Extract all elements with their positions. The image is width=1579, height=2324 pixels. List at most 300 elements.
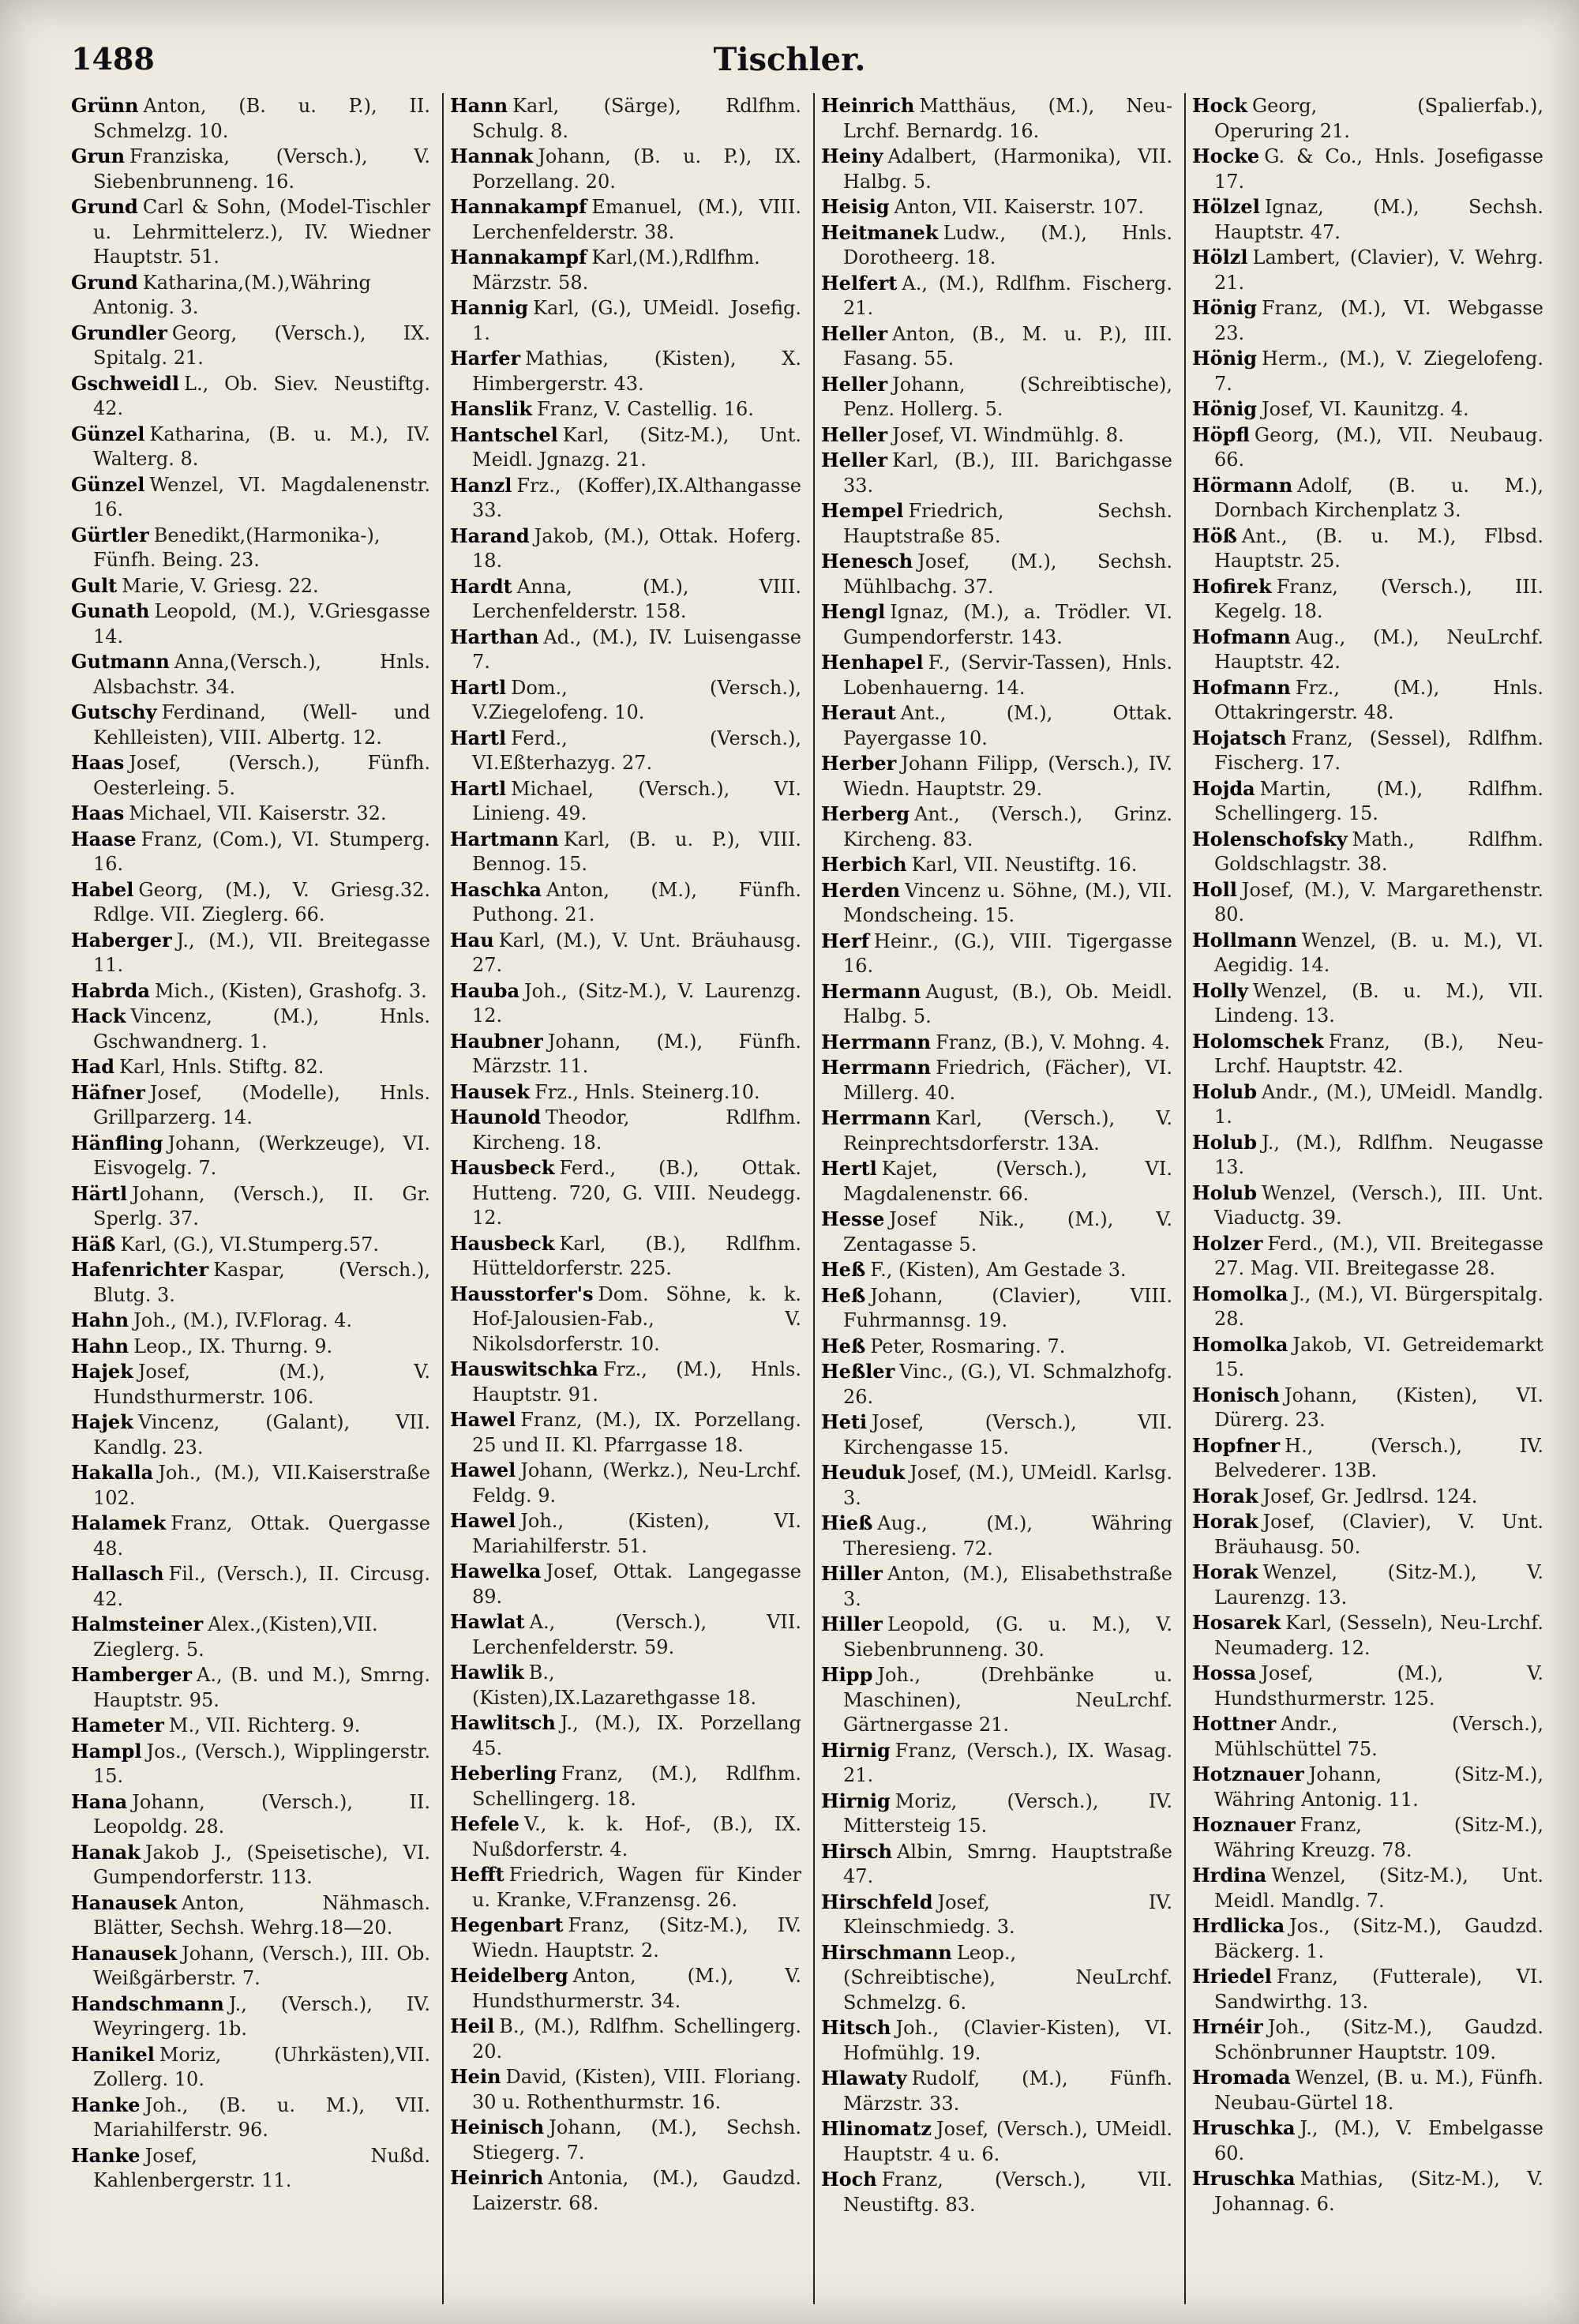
entry-details: Math., Rdlfhm. Goldschlagstr. 38. xyxy=(1214,828,1543,875)
entry-details: Anton, (B., M. u. P.), III. Fasang. 55. xyxy=(843,322,1172,370)
directory-entry xyxy=(1192,1812,1543,1863)
entry-name: Hirsch xyxy=(821,1839,893,1863)
entry-details: Rudolf, (M.), Fünfh. Märzstr. 33. xyxy=(843,2067,1172,2115)
entry-details: Georg, (Versch.), IX. Spitalg. 21. xyxy=(93,321,430,369)
directory-entry xyxy=(71,1460,430,1511)
directory-entry xyxy=(821,271,1172,321)
entry-details: Karl, (Sitz-M.), Unt. Meidl. Jgnazg. 21. xyxy=(472,423,801,471)
entry-name: Hampl xyxy=(71,1739,142,1763)
directory-entry xyxy=(821,1106,1172,1156)
entry-details: Kajet, (Versch.), VI. Magdalenenstr. 66. xyxy=(843,1158,1172,1205)
entry-details: Benedikt,(Harmonika-), Fünfh. Being. 23. xyxy=(93,524,381,571)
entry-details: Anna,(Versch.), Hnls. Alsbachstr. 34. xyxy=(93,651,430,698)
directory-entry xyxy=(1192,1661,1543,1711)
entry-details: Karl, (B.), Rdlfhm. Hütteldorferstr. 225. xyxy=(472,1232,801,1279)
directory-entry xyxy=(1192,396,1543,422)
directory-entry xyxy=(821,194,1172,220)
columns-container xyxy=(71,93,1555,2304)
entry-details: Leopold, (G. u. M.), V. Siebenbrunneng. 30. xyxy=(843,1613,1172,1661)
entry-details: Karl, Hnls. Stiftg. 82. xyxy=(119,1056,324,1078)
entry-name: Grund xyxy=(71,270,138,294)
entry-name: Günzel xyxy=(71,472,145,496)
directory-entry xyxy=(450,194,801,245)
entry-details: Georg, (M.), V. Griesg.32. Rdlge. VII. Zieglerg. 66. xyxy=(93,878,430,925)
entry-details: Josef, VI. Windmühlg. 8. xyxy=(892,423,1124,446)
entry-details: Josef, (M.), V. Hundsthurmerstr. 106. xyxy=(93,1361,430,1408)
directory-entry xyxy=(450,1660,801,1710)
entry-name: Gutschy xyxy=(71,700,157,723)
column-3 xyxy=(813,93,1172,2304)
entry-details: Friedrich, Wagen für Kinder u. Kranke, V.Franzensg. 26. xyxy=(472,1864,801,1911)
page-number: 1488 xyxy=(71,41,155,77)
entry-name: Hanzl xyxy=(450,473,512,497)
entry-name: Herberg xyxy=(821,802,910,825)
directory-entry xyxy=(71,978,430,1004)
directory-entry xyxy=(450,144,801,194)
directory-entry xyxy=(821,1789,1172,1839)
entry-name: Hofirek xyxy=(1192,574,1272,598)
directory-entry xyxy=(450,1913,801,1963)
entry-details: Wenzel, VI. Magdalenenstr. 16. xyxy=(93,473,430,520)
entry-name: Heitmanek xyxy=(821,220,939,244)
entry-name: Heß xyxy=(821,1283,866,1307)
directory-entry xyxy=(71,1789,430,1840)
entry-details: Friedrich, (Fächer), VI. Millerg. 40. xyxy=(843,1057,1172,1104)
entry-details: A., (Versch.), VII. Lerchenfelderstr. 59. xyxy=(472,1611,801,1658)
directory-entry xyxy=(821,498,1172,549)
directory-entry xyxy=(1192,625,1543,675)
entry-details: Josef, (Clavier), V. Unt. Bräuhausg. 50. xyxy=(1214,1511,1543,1558)
directory-entry xyxy=(821,372,1172,422)
entry-details: Franz, (Sitz-M.), Währing Kreuzg. 78. xyxy=(1214,1814,1543,1861)
directory-entry xyxy=(821,2167,1172,2217)
directory-entry xyxy=(821,2116,1172,2167)
entry-name: Härtl xyxy=(71,1181,128,1205)
entry-details: Anton, (M.), Fünfh. Puthong. 21. xyxy=(472,878,801,925)
directory-entry xyxy=(450,422,801,473)
directory-entry xyxy=(821,422,1172,449)
entry-details: V., k. k. Hof-, (B.), IX. Nußdorferstr. 4. xyxy=(472,1813,801,1860)
entry-details: Ad., (M.), IV. Luisengasse 7. xyxy=(472,625,801,673)
entry-name: Hiller xyxy=(821,1613,883,1635)
directory-entry xyxy=(1192,194,1543,245)
directory-entry xyxy=(450,93,801,144)
entry-name: Hossa xyxy=(1192,1661,1257,1684)
entry-name: Hollmann xyxy=(1192,928,1297,952)
directory-entry xyxy=(450,675,801,726)
entry-name: Harthan xyxy=(450,625,539,648)
directory-entry xyxy=(821,321,1172,372)
entry-details: Ludw., (M.), Hnls. Dorotheerg. 18. xyxy=(843,221,1172,268)
entry-details: Karl, (Sesseln), Neu-Lrchf. Neumaderg. 12. xyxy=(1214,1612,1543,1659)
entry-name: Hruschka xyxy=(1192,2116,1296,2139)
entry-details: Lambert, (Clavier), V. Wehrg. 21. xyxy=(1214,246,1543,294)
entry-details: Josef Nik., (M.), V. Zentagasse 5. xyxy=(843,1208,1172,1256)
entry-name: Heller xyxy=(821,422,888,446)
entry-name: Herber xyxy=(821,752,897,775)
entry-details: Alex.,(Kisten),VII. Zieglerg. 5. xyxy=(93,1613,378,1661)
entry-details: B., (M.), Rdlfhm. Schellingerg. 20. xyxy=(472,2015,801,2063)
entry-name: Hertl xyxy=(821,1157,877,1180)
entry-name: Had xyxy=(71,1055,115,1078)
directory-entry xyxy=(1192,978,1543,1029)
directory-entry xyxy=(821,1940,1172,2016)
entry-name: Hausek xyxy=(450,1079,531,1103)
directory-entry xyxy=(450,1761,801,1812)
entry-name: Hein xyxy=(450,2065,501,2088)
directory-entry xyxy=(450,928,801,978)
entry-details: Heinr., (G.), VIII. Tigergasse 16. xyxy=(843,929,1172,977)
entry-details: David, (Kisten), VIII. Floriang. 30 u. Rothenthurmstr. 16. xyxy=(472,2066,801,2113)
entry-name: Hanausek xyxy=(71,1890,178,1914)
entry-name: Herrmann xyxy=(821,1056,932,1079)
entry-details: Joh., (B. u. M.), VII. Mariahilferstr. 96. xyxy=(93,2093,430,2141)
directory-entry xyxy=(1192,346,1543,396)
entry-details: Franz, (Sitz-M.), IV. Wiedn. Hauptstr. 2. xyxy=(472,1914,801,1962)
entry-name: Hausbeck xyxy=(450,1231,555,1255)
entry-details: Martin, (M.), Rdlfhm. Schellingerg. 15. xyxy=(1214,777,1543,824)
entry-name: Grundler xyxy=(71,321,167,344)
entry-name: Handschmann xyxy=(71,1992,224,2015)
entry-name: Hawlik xyxy=(450,1661,524,1684)
entry-details: Wenzel, (Sitz-M.), Unt. Meidl. Mandlg. 7. xyxy=(1214,1864,1543,1912)
entry-details: Leopold, (M.), V.Griesgasse 14. xyxy=(93,600,430,648)
entry-details: Johann, (Versch.), II. Leopoldg. 28. xyxy=(93,1790,430,1838)
entry-details: Aug., (M.), NeuLrchf. Hauptstr. 42. xyxy=(1214,625,1543,673)
directory-entry xyxy=(1192,726,1543,776)
directory-entry xyxy=(1192,1130,1543,1181)
entry-name: Heinrich xyxy=(821,94,915,117)
entry-name: Hrdlicka xyxy=(1192,1914,1285,1937)
entry-details: Josef, (Versch.), VII. Kirchengasse 15. xyxy=(843,1411,1172,1459)
entry-details: Frz., (Koffer),IX.Althangasse 33. xyxy=(472,474,801,521)
entry-details: Franz, (B.), V. Mohng. 4. xyxy=(936,1031,1170,1053)
entry-details: Frz., Hnls. Steinerg.10. xyxy=(534,1080,760,1103)
directory-entry xyxy=(1192,877,1543,928)
entry-details: J., (M.), VI. Bürgerspitalg. 28. xyxy=(1214,1282,1543,1330)
entry-name: Höpfl xyxy=(1192,422,1250,446)
entry-details: Franz, Ottak. Quergasse 48. xyxy=(93,1512,430,1560)
entry-name: Hajek xyxy=(71,1360,133,1383)
page-header xyxy=(71,41,1508,88)
entry-name: Hempel xyxy=(821,499,904,522)
directory-entry xyxy=(71,523,430,573)
entry-name: Hojatsch xyxy=(1192,726,1287,749)
entry-name: Hottner xyxy=(1192,1712,1277,1735)
directory-entry xyxy=(71,422,430,472)
entry-details: Ant., (M.), Ottak. Payergasse 10. xyxy=(843,702,1172,749)
directory-entry xyxy=(821,2015,1172,2066)
directory-entry xyxy=(71,700,430,750)
entry-name: Häfner xyxy=(71,1080,145,1104)
entry-name: Hannakampf xyxy=(450,195,587,218)
entry-details: Joh., (Sitz-M.), Gaudzd. Schönbrunner Hauptstr. 109. xyxy=(1214,2016,1543,2063)
entry-name: Hiller xyxy=(821,1562,883,1585)
directory-entry xyxy=(71,1561,430,1612)
entry-name: Hefft xyxy=(450,1863,504,1886)
directory-entry xyxy=(1192,1181,1543,1231)
entry-name: Hruschka xyxy=(1192,2167,1296,2190)
entry-name: Harfer xyxy=(450,347,521,370)
entry-details: Jos., (Versch.), Wipplingerstr. 15. xyxy=(93,1740,430,1787)
entry-name: Höß xyxy=(1192,524,1237,547)
directory-entry xyxy=(450,776,801,827)
entry-name: Heßler xyxy=(821,1360,895,1383)
directory-entry xyxy=(821,1334,1172,1360)
directory-entry xyxy=(71,827,430,877)
entry-details: Johann, (Sitz-M.), Währing Antonig. 11. xyxy=(1214,1763,1543,1811)
entry-details: Ferd., (M.), VII. Breitegasse 27. Mag. VII. Breitegasse 28. xyxy=(1214,1232,1543,1279)
entry-details: J., (M.), V. Embelgasse 60. xyxy=(1214,2117,1543,2164)
entry-details: Wenzel, (Versch.), III. Unt. Viaductg. 39. xyxy=(1214,1181,1543,1229)
directory-entry xyxy=(821,1030,1172,1056)
entry-details: M., VII. Richterg. 9. xyxy=(168,1714,361,1736)
entry-name: Hallasch xyxy=(71,1562,164,1585)
directory-entry xyxy=(1192,827,1543,877)
directory-entry xyxy=(1192,1560,1543,1610)
entry-name: Hotznauer xyxy=(1192,1763,1304,1785)
directory-entry xyxy=(1192,2166,1543,2217)
entry-details: Adalbert, (Harmonika), VII. Halbg. 5. xyxy=(843,145,1172,193)
page-title: Tischler. xyxy=(713,41,866,78)
directory-entry xyxy=(1192,1913,1543,1964)
entry-details: Frz., (M.), Hnls. Ottakringerstr. 48. xyxy=(1214,676,1543,723)
entry-details: Moriz, (Uhrkästen),VII. Zollerg. 10. xyxy=(93,2043,430,2090)
directory-entry xyxy=(450,524,801,574)
entry-name: Hlinomatz xyxy=(821,2117,932,2140)
entry-name: Henesch xyxy=(821,550,913,573)
entry-name: Heil xyxy=(450,2014,495,2037)
entry-details: Jakob, VI. Getreidemarkt 15. xyxy=(1214,1333,1543,1380)
entry-name: Hartl xyxy=(450,726,507,749)
entry-details: Vincenz u. Söhne, (M.), VII. Mondscheing. 15. xyxy=(843,879,1172,926)
directory-entry xyxy=(821,144,1172,194)
entry-details: Georg, (Spalierfab.), Operuring 21. xyxy=(1214,95,1543,142)
entry-name: Hölzel xyxy=(1192,195,1260,218)
directory-entry xyxy=(1192,1762,1543,1812)
directory-entry xyxy=(71,1612,430,1662)
entry-name: Hawelka xyxy=(450,1560,542,1582)
entry-details: Marie, V. Griesg. 22. xyxy=(122,574,319,597)
entry-name: Hanak xyxy=(71,1840,141,1864)
entry-name: Hojda xyxy=(1192,776,1255,800)
directory-entry xyxy=(821,93,1172,144)
directory-entry xyxy=(1192,1484,1543,1510)
directory-entry xyxy=(71,2143,430,2194)
entry-name: Hermann xyxy=(821,979,921,1003)
entry-name: Gult xyxy=(71,573,118,597)
entry-details: Franz, (B.), Neu-Lrchf. Hauptstr. 42. xyxy=(1214,1030,1543,1077)
directory-entry xyxy=(71,93,430,144)
directory-entry xyxy=(71,1232,430,1258)
directory-entry xyxy=(450,877,801,928)
entry-details: Ignaz, (M.), a. Trödler. VI. Gumpendorferstr. 143. xyxy=(843,601,1172,648)
entry-name: Hönig xyxy=(1192,296,1258,319)
directory-entry xyxy=(450,396,801,422)
entry-details: Ant., (Versch.), Grinz. Kircheng. 83. xyxy=(843,803,1172,850)
entry-name: Hefele xyxy=(450,1812,519,1835)
entry-name: Heiny xyxy=(821,145,883,167)
entry-name: Horak xyxy=(1192,1484,1258,1507)
directory-entry xyxy=(821,549,1172,599)
entry-name: Herden xyxy=(821,878,901,902)
entry-name: Hartl xyxy=(450,675,507,699)
directory-entry xyxy=(450,1559,801,1609)
directory-entry xyxy=(1192,675,1543,726)
directory-entry xyxy=(71,321,430,371)
column-4 xyxy=(1184,93,1543,2304)
entry-details: Franz, (Sessel), Rdlfhm. Fischerg. 17. xyxy=(1214,726,1543,774)
entry-details: Johann, (B. u. P.), IX. Porzellang. 20. xyxy=(472,145,801,193)
directory-entry xyxy=(821,852,1172,878)
entry-name: Horak xyxy=(1192,1510,1258,1533)
entry-details: Josef, Nußd. Kahlenbergerstr. 11. xyxy=(93,2144,430,2191)
entry-name: Hirschmann xyxy=(821,1940,952,1964)
directory-entry xyxy=(450,625,801,675)
entry-name: Heller xyxy=(821,449,888,471)
entry-details: Josef, IV. Kleinschmiedg. 3. xyxy=(843,1890,1172,1938)
entry-details: H., (Versch.), IV. Belvederег. 13B. xyxy=(1214,1434,1543,1481)
entry-name: Holub xyxy=(1192,1181,1258,1204)
directory-entry xyxy=(450,1963,801,2014)
entry-name: Heß xyxy=(821,1334,866,1357)
entry-name: Habel xyxy=(71,877,134,901)
entry-name: Grun xyxy=(71,145,126,167)
entry-name: Hengl xyxy=(821,600,886,623)
entry-name: Harand xyxy=(450,524,530,547)
entry-name: Holl xyxy=(1192,877,1237,901)
column-2 xyxy=(442,93,801,2304)
directory-entry xyxy=(821,1561,1172,1612)
column-1 xyxy=(71,93,430,2304)
entry-details: B.,(Kisten),IX.Lazarethgasse 18. xyxy=(472,1661,757,1709)
directory-entry xyxy=(450,1710,801,1761)
entry-details: Josef, (Modelle), Hnls. Grillparzerg. 14. xyxy=(93,1081,430,1128)
entry-name: Hanke xyxy=(71,2093,141,2116)
entry-details: Johann, (Werkzeuge), VI. Eisvogelg. 7. xyxy=(93,1132,430,1179)
entry-details: Franz, V. Castellig. 16. xyxy=(537,398,754,420)
entry-name: Hafenrichter xyxy=(71,1258,209,1281)
entry-details: Josef, VI. Kaunitzg. 4. xyxy=(1262,398,1469,420)
entry-details: Franz, (Versch.), VII. Neustiftg. 83. xyxy=(843,2168,1172,2216)
entry-details: Joh., (Kisten), VI. Mariahilferstr. 51. xyxy=(472,1510,801,1557)
directory-entry xyxy=(821,1612,1172,1662)
directory-entry xyxy=(1192,2065,1543,2116)
entry-name: Hamberger xyxy=(71,1663,193,1686)
entry-name: Herbich xyxy=(821,853,907,876)
entry-name: Hofmann xyxy=(1192,625,1291,648)
entry-name: Haschka xyxy=(450,877,542,901)
directory-entry xyxy=(821,1283,1172,1334)
entry-name: Hann xyxy=(450,94,508,117)
entry-details: Georg, (M.), VII. Neubaug. 66. xyxy=(1214,423,1543,471)
directory-entry xyxy=(71,1257,430,1308)
entry-details: Josef, Gr. Jedlrsd. 124. xyxy=(1262,1485,1478,1507)
entry-name: Hörmann xyxy=(1192,473,1293,497)
entry-details: Frz., (M.), Hnls. Hauptstr. 91. xyxy=(472,1358,801,1406)
entry-details: Vincenz, (Galant), VII. Kandlg. 23. xyxy=(93,1411,430,1459)
entry-details: Karl, (Versch.), V. Reinprechtsdorferstr. 13A. xyxy=(843,1107,1172,1154)
entry-name: Haas xyxy=(71,802,125,824)
entry-details: Franz, (M.), IX. Porzellang. 25 und II. Kl. Pfarrgasse 18. xyxy=(472,1409,801,1456)
entry-details: Joh., (M.), VII.Kaiserstraße 102. xyxy=(93,1462,430,1509)
directory-entry xyxy=(450,1508,801,1559)
entry-details: Ferd., (B.), Ottak. Hutteng. 720, G. VIII. Neudegg. 12. xyxy=(472,1157,801,1229)
entry-details: Karl, (Särge), Rdlfhm. Schulg. 8. xyxy=(472,95,801,142)
entry-name: Heinisch xyxy=(450,2116,545,2138)
entry-name: Heraut xyxy=(821,701,896,724)
entry-details: Kaspar, (Versch.), Blutg. 3. xyxy=(93,1259,430,1306)
directory-entry xyxy=(821,1257,1172,1283)
entry-name: Hanausek xyxy=(71,1941,178,1965)
entry-details: Johann, (M.), Sechsh. Stiegerg. 7. xyxy=(472,2116,801,2164)
entry-details: Johann, (M.), Fünfh. Märzstr. 11. xyxy=(472,1030,801,1077)
entry-details: Jakob, (M.), Ottak. Hoferg. 18. xyxy=(472,524,801,572)
entry-name: Hakalla xyxy=(71,1461,154,1484)
entry-name: Haas xyxy=(71,751,125,774)
entry-name: Holly xyxy=(1192,978,1248,1002)
entry-name: Hönig xyxy=(1192,347,1258,370)
entry-details: Jos., (Sitz-M.), Gaudzd. Bäckerg. 1. xyxy=(1214,1915,1543,1962)
directory-entry xyxy=(821,650,1172,700)
directory-entry xyxy=(71,599,430,649)
entry-name: Hocke xyxy=(1192,145,1260,167)
entry-details: Carl & Sohn, (Model-Tischler u. Lehrmittelerz.), IV. Wiedner Hauptstr. 51. xyxy=(93,196,430,268)
entry-details: Johann, (Werkz.), Neu-Lrchf. Feldg. 9. xyxy=(472,1459,801,1507)
directory-entry xyxy=(1192,1509,1543,1560)
entry-details: Vincenz, (M.), Hnls. Gschwandnerg. 1. xyxy=(93,1005,430,1053)
entry-name: Hoch xyxy=(821,2168,877,2191)
directory-entry xyxy=(821,1738,1172,1789)
entry-name: Haunold xyxy=(450,1106,542,1128)
entry-name: Hitsch xyxy=(821,2016,891,2039)
directory-entry xyxy=(821,1662,1172,1738)
entry-name: Hriedel xyxy=(1192,1965,1272,1988)
entry-name: Holub xyxy=(1192,1130,1258,1154)
entry-name: Hack xyxy=(71,1004,126,1027)
entry-name: Holenschofsky xyxy=(1192,827,1348,850)
directory-entry xyxy=(71,1840,430,1890)
entry-name: Gutmann xyxy=(71,650,170,673)
entry-name: Hannig xyxy=(450,296,529,319)
directory-entry xyxy=(821,979,1172,1030)
entry-details: Anton, (M.), Elisabethstraße 3. xyxy=(843,1563,1172,1610)
entry-name: Hoznauer xyxy=(1192,1813,1296,1836)
entry-details: Karl, (B.), III. Barichgasse 33. xyxy=(843,449,1172,497)
directory-entry xyxy=(821,751,1172,802)
entry-details: Johann, (Kisten), VI. Dürerg. 23. xyxy=(1214,1384,1543,1431)
entry-name: Halamek xyxy=(71,1511,167,1534)
directory-entry xyxy=(1192,574,1543,625)
entry-name: Hölzl xyxy=(1192,246,1248,268)
entry-name: Hanke xyxy=(71,2143,141,2167)
entry-details: Katharina,(M.),Währing Antonig. 3. xyxy=(93,271,371,318)
directory-entry xyxy=(71,1054,430,1080)
directory-entry xyxy=(71,1410,430,1460)
directory-entry xyxy=(450,726,801,776)
entry-details: Herm., (M.), V. Ziegelofeng. 7. xyxy=(1214,347,1543,395)
entry-details: Franziska, (Versch.), V. Siebenbrunneng. 16. xyxy=(93,145,430,193)
directory-entry xyxy=(1192,1231,1543,1282)
entry-details: J., (M.), Rdlfhm. Neugasse 13. xyxy=(1214,1131,1543,1178)
entry-name: Heberling xyxy=(450,1762,557,1785)
directory-entry xyxy=(821,700,1172,751)
entry-name: Hauswitschka xyxy=(450,1357,598,1380)
entry-details: Josef, (M.), UMeidl. Karlsg. 3. xyxy=(843,1462,1172,1509)
directory-entry xyxy=(71,1992,430,2042)
directory-entry xyxy=(71,1080,430,1131)
entry-details: Johann, (Versch.), II. Gr. Sperlg. 37. xyxy=(93,1182,430,1230)
